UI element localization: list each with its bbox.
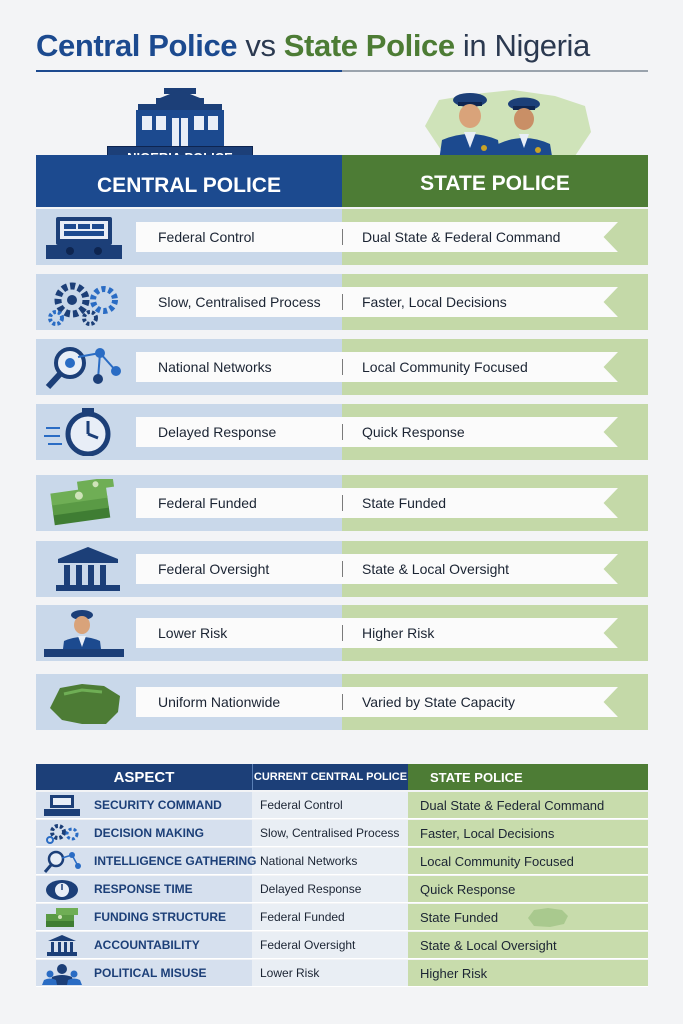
police-headquarters-icon (130, 86, 230, 148)
table-header-central: CURRENT CENTRAL POLICE (252, 764, 408, 790)
officer-at-podium-icon (42, 609, 126, 657)
table-aspect: FUNDING STRUCTURE (94, 910, 226, 924)
nigeria-map-icon (524, 906, 570, 928)
title-in-nigeria: in Nigeria (454, 28, 590, 63)
table-aspect: RESPONSE TIME (94, 882, 193, 896)
state-feature-text: State Funded (362, 495, 447, 511)
comparison-row (36, 209, 648, 265)
control-room-icon (42, 213, 126, 261)
table-header-aspect: ASPECT (36, 764, 252, 790)
state-feature-text: Varied by State Capacity (362, 694, 516, 710)
central-police-header: CENTRAL POLICE (36, 155, 342, 207)
table-state-value: Quick Response (420, 882, 516, 897)
title-state-police: State Police (283, 28, 455, 63)
state-police-header: STATE POLICE (342, 155, 648, 207)
table-aspect: SECURITY COMMAND (94, 798, 222, 812)
table-central-value: Federal Oversight (260, 938, 356, 952)
central-feature-text: National Networks (158, 359, 272, 375)
control-room-icon (42, 794, 82, 817)
table-state-value: Local Community Focused (420, 854, 574, 869)
comparison-row (36, 404, 648, 460)
comparison-row (36, 605, 648, 661)
gears-icon (42, 278, 126, 326)
state-feature-text: Local Community Focused (362, 359, 528, 375)
table-row (36, 792, 648, 819)
magnifier-network-icon (42, 850, 82, 873)
money-stack-icon (42, 479, 126, 527)
table-state-value: State Funded (420, 910, 499, 925)
state-feature-text: Quick Response (362, 424, 465, 440)
comparison-row (36, 674, 648, 730)
state-feature-text: State & Local Oversight (362, 561, 510, 577)
comparison-row (36, 339, 648, 395)
courthouse-icon (42, 545, 126, 593)
table-state-value: State & Local Oversight (420, 938, 557, 953)
table-row (36, 960, 648, 987)
nigeria-map-icon (42, 678, 126, 726)
central-feature-text: Delayed Response (158, 424, 277, 440)
officers-icon (42, 962, 82, 985)
comparison-row (36, 274, 648, 330)
table-row (36, 904, 648, 931)
table-central-value: Federal Funded (260, 910, 345, 924)
table-row (36, 932, 648, 959)
stopwatch-icon (42, 408, 126, 456)
central-feature-text: Federal Funded (158, 495, 257, 511)
title-vs: vs (237, 28, 284, 63)
table-row (36, 820, 648, 847)
table-state-value: Faster, Local Decisions (420, 826, 555, 841)
comparison-row (36, 541, 648, 597)
central-feature-text: Federal Oversight (158, 561, 270, 577)
central-feature-text: Federal Control (158, 229, 255, 245)
table-aspect: DECISION MAKING (94, 826, 205, 840)
table-aspect: INTELLIGENCE GATHERING (94, 854, 257, 868)
central-feature-text: Uniform Nationwide (158, 694, 281, 710)
table-central-value: Slow, Centralised Process (260, 826, 400, 840)
money-stack-icon (42, 906, 82, 929)
stopwatch-icon (42, 878, 82, 901)
table-row (36, 848, 648, 875)
courthouse-icon (42, 934, 82, 957)
title-divider (36, 70, 648, 72)
central-feature-text: Lower Risk (158, 625, 228, 641)
table-row (36, 876, 648, 903)
table-central-value: Federal Control (260, 798, 343, 812)
table-header-state: STATE POLICE (408, 764, 648, 790)
title-central-police: Central Police (36, 28, 238, 63)
state-feature-text: Higher Risk (362, 625, 435, 641)
central-feature-text: Slow, Centralised Process (158, 294, 321, 310)
page-title (36, 28, 590, 64)
table-state-value: Higher Risk (420, 966, 488, 981)
comparison-row (36, 475, 648, 531)
state-feature-text: Dual State & Federal Command (362, 229, 561, 245)
table-central-value: Lower Risk (260, 966, 320, 980)
magnifier-network-icon (42, 343, 126, 391)
table-aspect: ACCOUNTABILITY (94, 938, 200, 952)
gears-icon (42, 822, 82, 845)
table-state-value: Dual State & Federal Command (420, 798, 605, 813)
state-feature-text: Faster, Local Decisions (362, 294, 507, 310)
table-aspect: POLITICAL MISUSE (94, 966, 207, 980)
table-central-value: National Networks (260, 854, 358, 868)
table-central-value: Delayed Response (260, 882, 362, 896)
